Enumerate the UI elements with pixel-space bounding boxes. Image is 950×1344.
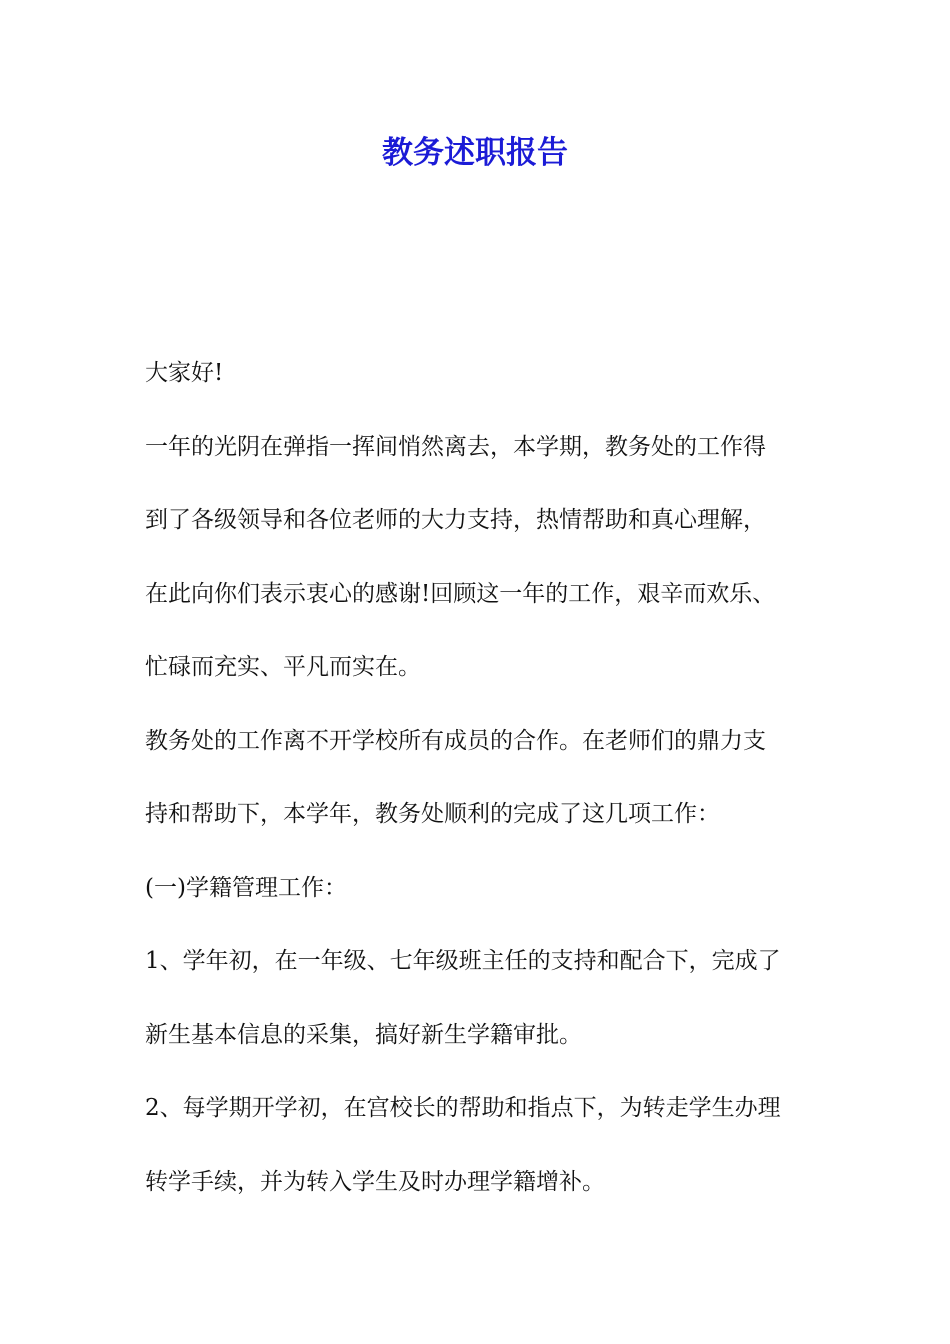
text-line: 持和帮助下，本学年，教务处顺利的完成了这几项工作： — [145, 801, 720, 827]
text-line: 教务处的工作离不开学校所有成员的合作。在老师们的鼎力支 — [145, 727, 766, 754]
document-title: 教务述职报告 — [382, 135, 568, 171]
text-line: 2、每学期开学初，在宫校长的帮助和指点下，为转走学生办理 — [145, 1095, 781, 1121]
document-body — [145, 337, 810, 1219]
text-line: 一年的光阴在弹指一挥间悄然离去，本学期，教务处的工作得 — [145, 433, 766, 460]
paragraph-intro — [145, 411, 810, 705]
section-heading — [145, 852, 810, 926]
text-line: 新生基本信息的采集，搞好新生学籍审批。 — [145, 1021, 582, 1048]
paragraph-greeting — [145, 337, 810, 411]
text-line: 忙碌而充实、平凡而实在。 — [145, 654, 421, 680]
text-line: 转学手续，并为转入学生及时办理学籍增补。 — [145, 1168, 605, 1195]
text-line: 1、学年初，在一年级、七年级班主任的支持和配合下，完成了 — [145, 948, 781, 974]
text-line: 大家好! — [145, 360, 224, 386]
text-line: (一)学籍管理工作： — [145, 874, 347, 901]
paragraph-item-1 — [145, 925, 810, 1072]
paragraph-item-2 — [145, 1072, 810, 1219]
text-line: 到了各级领导和各位老师的大力支持，热情帮助和真心理解， — [145, 507, 766, 533]
text-line: 在此向你们表示衷心的感谢!回顾这一年的工作，艰辛而欢乐、 — [145, 580, 776, 607]
paragraph-cooperation — [145, 705, 810, 852]
